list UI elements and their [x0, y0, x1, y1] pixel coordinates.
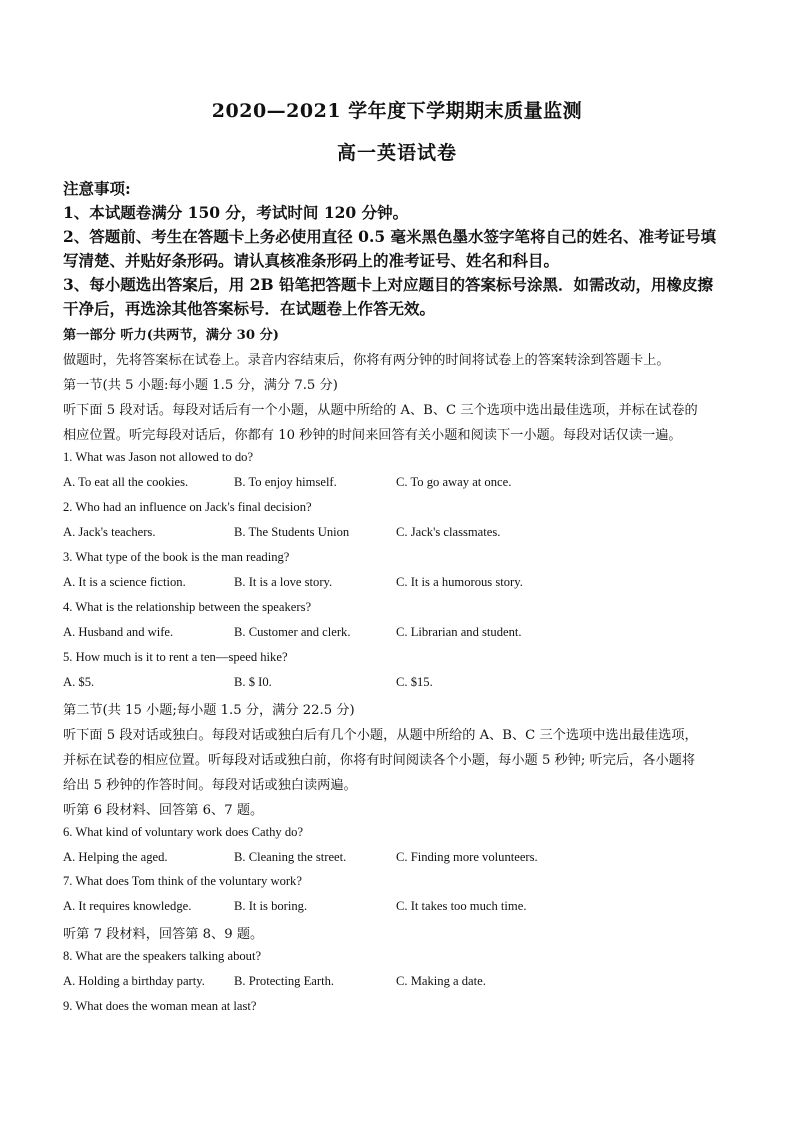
section1-heading: 第一节(共 5 小题:每小题 1.5 分，满分 7.5 分)	[63, 378, 338, 393]
question-3: 3. What type of the book is the man reading?	[63, 550, 290, 564]
q5-option-c: C. $15.	[396, 675, 433, 689]
question-5: 5. How much is it to rent a ten—speed hike?	[63, 650, 288, 664]
q1-option-a: A. To eat all the cookies.	[63, 475, 189, 489]
section1-instructions-line-1: 听下面 5 段对话。每段对话后有一个小题，从题中所给的 A、B、C 三个选项中选出最佳选项，并标在试卷的	[63, 403, 698, 418]
q3-option-c: C. It is a humorous story.	[396, 575, 523, 589]
q6-option-b: B. Cleaning the street.	[234, 850, 347, 864]
question-4: 4. What is the relationship between the speakers?	[63, 600, 312, 614]
q4-option-a: A. Husband and wife.	[63, 625, 174, 639]
q3-option-a: A. It is a science fiction.	[63, 575, 186, 589]
exam-title: 2020—2021 学年度下学期期末质量监测	[211, 100, 583, 122]
notice-item-1: 1、本试题卷满分 150 分，考试时间 120 分钟。	[63, 203, 409, 222]
question-8: 8. What are the speakers talking about?	[63, 949, 262, 963]
q4-option-c: C. Librarian and student.	[396, 625, 522, 639]
q7-option-c: C. It takes too much time.	[396, 899, 527, 913]
section2-heading: 第二节(共 15 小题;每小题 1.5 分，满分 22.5 分)	[63, 703, 355, 718]
q4-option-b: B. Customer and clerk.	[234, 625, 351, 639]
notice-item-2-line-1: 2、答题前、考生在答题卡上务必使用直径 0.5 毫米黑色墨水签字笔将自己的姓名、准考证号填	[63, 227, 717, 246]
q8-option-c: C. Making a date.	[396, 974, 486, 988]
q7-option-a: A. It requires knowledge.	[63, 899, 192, 913]
notice-item-2-line-2: 写清楚、并贴好条形码。请认真核准条形码上的准考证号、姓名和科目。	[63, 251, 560, 270]
q1-option-b: B. To enjoy himself.	[234, 475, 337, 489]
question-9: 9. What does the woman mean at last?	[63, 999, 257, 1013]
q7-option-b: B. It is boring.	[234, 899, 308, 913]
exam-subtitle: 高一英语试卷	[336, 142, 457, 164]
section2-instructions-line-3: 给出 5 秒钟的作答时间。每段对话或独白读两遍。	[63, 778, 357, 793]
section2-instructions-line-1: 听下面 5 段对话或独白。每段对话或独白后有几个小题，从题中所给的 A、B、C 三个选项中选出最佳选项，	[63, 728, 698, 743]
part1-heading: 第一部分 听力(共两节，满分 30 分)	[63, 328, 280, 343]
material-7-heading: 听第 7 段材料，回答第 8、9 题。	[63, 927, 264, 942]
question-6: 6. What kind of voluntary work does Cathy do?	[63, 825, 304, 839]
q5-option-b: B. $ I0.	[234, 675, 272, 689]
notice-item-3-line-1: 3、每小题选出答案后，用 2B 铅笔把答题卡上对应题目的答案标号涂黑．如需改动，用橡皮擦	[63, 275, 713, 294]
question-7: 7. What does Tom think of the voluntary work?	[63, 874, 302, 888]
section1-instructions-line-2: 相应位置。听完每段对话后，你都有 10 秒钟的时间来回答有关小题和阅读下一小题。每段对话仅读一遍。	[63, 428, 682, 443]
q2-option-c: C. Jack's classmates.	[396, 525, 501, 539]
question-2: 2. Who had an influence on Jack's final decision?	[63, 500, 312, 514]
notice-item-3-line-2: 干净后，再选涂其他答案标号．在试题卷上作答无效。	[63, 299, 436, 318]
q5-option-a: A. $5.	[63, 675, 95, 689]
q3-option-b: B. It is a love story.	[234, 575, 333, 589]
notice-heading: 注意事项:	[63, 179, 131, 198]
q1-option-c: C. To go away at once.	[396, 475, 512, 489]
q2-option-a: A. Jack's teachers.	[63, 525, 156, 539]
part1-intro: 做题时，先将答案标在试卷上。录音内容结束后，你将有两分钟的时间将试卷上的答案转涂到答题卡上。	[63, 353, 670, 368]
material-6-heading: 听第 6 段材料、回答第 6、7 题。	[63, 803, 264, 818]
q6-option-a: A. Helping the aged.	[63, 850, 168, 864]
q6-option-c: C. Finding more volunteers.	[396, 850, 538, 864]
section2-instructions-line-2: 并标在试卷的相应位置。听每段对话或独白前，你将有时间阅读各个小题，每小题 5 秒钟; 听完后，各小题将	[63, 753, 696, 768]
q8-option-b: B. Protecting Earth.	[234, 974, 335, 988]
q2-option-b: B. The Students Union	[234, 525, 350, 539]
question-1: 1. What was Jason not allowed to do?	[63, 450, 254, 464]
q8-option-a: A. Holding a birthday party.	[63, 974, 205, 988]
